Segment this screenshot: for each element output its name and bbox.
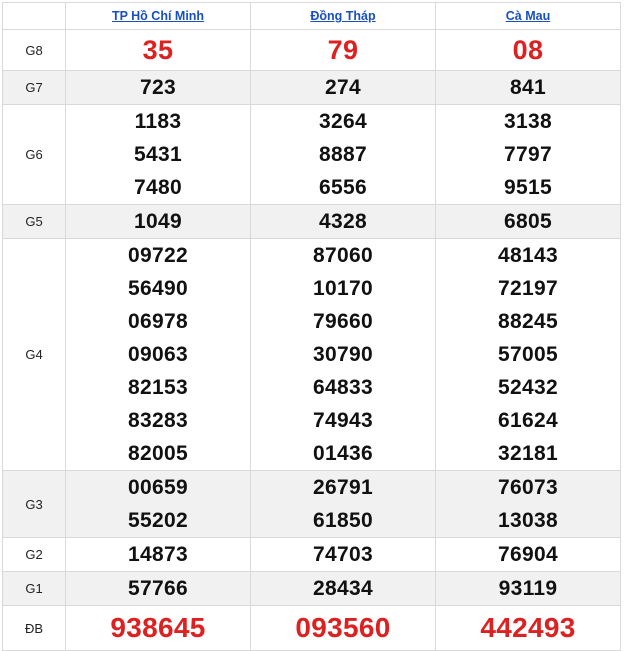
province-link-dong-thap[interactable]: Đồng Tháp xyxy=(310,9,376,23)
prize-number: 83283 xyxy=(128,409,188,432)
prize-cell-dong-thap xyxy=(251,471,436,538)
prize-cell-ca-mau xyxy=(436,239,621,471)
lottery-results-table xyxy=(2,2,621,651)
prize-number: 82153 xyxy=(128,376,188,399)
prize-number: 57766 xyxy=(128,577,188,600)
prize-number: 1049 xyxy=(134,210,182,233)
prize-number: 74703 xyxy=(313,543,373,566)
prize-row-g1 xyxy=(3,572,621,606)
prize-number: 35 xyxy=(142,35,174,65)
prize-row-g2 xyxy=(3,538,621,572)
prize-number: 5431 xyxy=(134,143,182,166)
prize-number: 093560 xyxy=(295,612,391,643)
prize-row-db xyxy=(3,606,621,651)
prize-number: 93119 xyxy=(498,577,558,600)
prize-number: 7797 xyxy=(504,143,552,166)
prize-cell-dong-thap xyxy=(251,105,436,205)
prize-cell-hcm xyxy=(66,30,251,71)
prize-number: 64833 xyxy=(313,376,373,399)
prize-number: 61850 xyxy=(313,509,373,532)
prize-label: ĐB xyxy=(3,606,66,651)
province-header-ca-mau xyxy=(436,3,621,30)
prize-number: 9515 xyxy=(504,176,552,199)
prize-number: 79 xyxy=(327,35,359,65)
prize-label: G5 xyxy=(3,205,66,239)
prize-number: 32181 xyxy=(498,442,558,465)
prize-number: 76073 xyxy=(498,476,558,499)
prize-row-g4 xyxy=(3,239,621,471)
prize-number: 76904 xyxy=(498,543,558,566)
prize-label: G2 xyxy=(3,538,66,572)
prize-number: 14873 xyxy=(128,543,188,566)
prize-number: 1183 xyxy=(134,110,182,133)
prize-cell-dong-thap xyxy=(251,572,436,606)
prize-number: 6556 xyxy=(319,176,367,199)
prize-number: 09722 xyxy=(128,244,188,267)
prize-cell-ca-mau xyxy=(436,30,621,71)
prize-cell-ca-mau xyxy=(436,471,621,538)
prize-cell-ca-mau xyxy=(436,205,621,239)
prize-row-g7 xyxy=(3,71,621,105)
prize-cell-hcm xyxy=(66,205,251,239)
prize-label: G8 xyxy=(3,30,66,71)
prize-number: 30790 xyxy=(313,343,373,366)
prize-number: 10170 xyxy=(313,277,373,300)
prize-number: 09063 xyxy=(128,343,188,366)
prize-label: G7 xyxy=(3,71,66,105)
prize-number: 00659 xyxy=(128,476,188,499)
prize-cell-hcm xyxy=(66,538,251,572)
prize-number: 28434 xyxy=(313,577,373,600)
prize-cell-ca-mau xyxy=(436,105,621,205)
prize-cell-ca-mau xyxy=(436,572,621,606)
prize-cell-dong-thap xyxy=(251,205,436,239)
prize-number: 52432 xyxy=(498,376,558,399)
prize-cell-ca-mau xyxy=(436,538,621,572)
prize-number: 88245 xyxy=(498,310,558,333)
prize-rows xyxy=(3,30,621,651)
prize-label: G3 xyxy=(3,471,66,538)
prize-cell-dong-thap xyxy=(251,538,436,572)
prize-cell-hcm xyxy=(66,71,251,105)
prize-label: G1 xyxy=(3,572,66,606)
province-header-dong-thap xyxy=(251,3,436,30)
prize-number: 01436 xyxy=(313,442,373,465)
prize-cell-hcm xyxy=(66,105,251,205)
prize-number: 06978 xyxy=(128,310,188,333)
prize-label: G4 xyxy=(3,239,66,471)
prize-row-g8 xyxy=(3,30,621,71)
prize-number: 61624 xyxy=(498,409,558,432)
province-header-row xyxy=(3,3,621,30)
prize-cell-hcm xyxy=(66,471,251,538)
prize-cell-hcm xyxy=(66,239,251,471)
prize-cell-dong-thap xyxy=(251,606,436,651)
prize-number: 6805 xyxy=(504,210,552,233)
header-corner xyxy=(3,3,66,30)
prize-number: 56490 xyxy=(128,277,188,300)
province-header-hcm xyxy=(66,3,251,30)
prize-label: G6 xyxy=(3,105,66,205)
prize-number: 55202 xyxy=(128,509,188,532)
prize-number: 48143 xyxy=(498,244,558,267)
prize-number: 8887 xyxy=(319,143,367,166)
prize-number: 72197 xyxy=(498,277,558,300)
prize-cell-ca-mau xyxy=(436,71,621,105)
prize-number: 841 xyxy=(510,76,546,99)
prize-number: 79660 xyxy=(313,310,373,333)
prize-row-g6 xyxy=(3,105,621,205)
prize-number: 3138 xyxy=(504,110,552,133)
prize-number: 442493 xyxy=(480,612,576,643)
prize-number: 7480 xyxy=(134,176,182,199)
prize-number: 938645 xyxy=(110,612,206,643)
prize-number: 274 xyxy=(325,76,361,99)
prize-number: 08 xyxy=(512,35,544,65)
prize-row-g5 xyxy=(3,205,621,239)
prize-cell-dong-thap xyxy=(251,239,436,471)
prize-number: 26791 xyxy=(313,476,373,499)
prize-number: 57005 xyxy=(498,343,558,366)
prize-row-g3 xyxy=(3,471,621,538)
prize-number: 74943 xyxy=(313,409,373,432)
prize-cell-hcm xyxy=(66,572,251,606)
prize-number: 723 xyxy=(140,76,176,99)
prize-cell-ca-mau xyxy=(436,606,621,651)
prize-number: 3264 xyxy=(319,110,367,133)
prize-number: 87060 xyxy=(313,244,373,267)
province-link-hcm[interactable]: TP Hồ Chí Minh xyxy=(111,9,205,23)
prize-cell-dong-thap xyxy=(251,71,436,105)
province-link-ca-mau[interactable]: Cà Mau xyxy=(505,9,551,23)
prize-number: 82005 xyxy=(128,442,188,465)
prize-number: 13038 xyxy=(498,509,558,532)
prize-cell-hcm xyxy=(66,606,251,651)
prize-number: 4328 xyxy=(319,210,367,233)
prize-cell-dong-thap xyxy=(251,30,436,71)
